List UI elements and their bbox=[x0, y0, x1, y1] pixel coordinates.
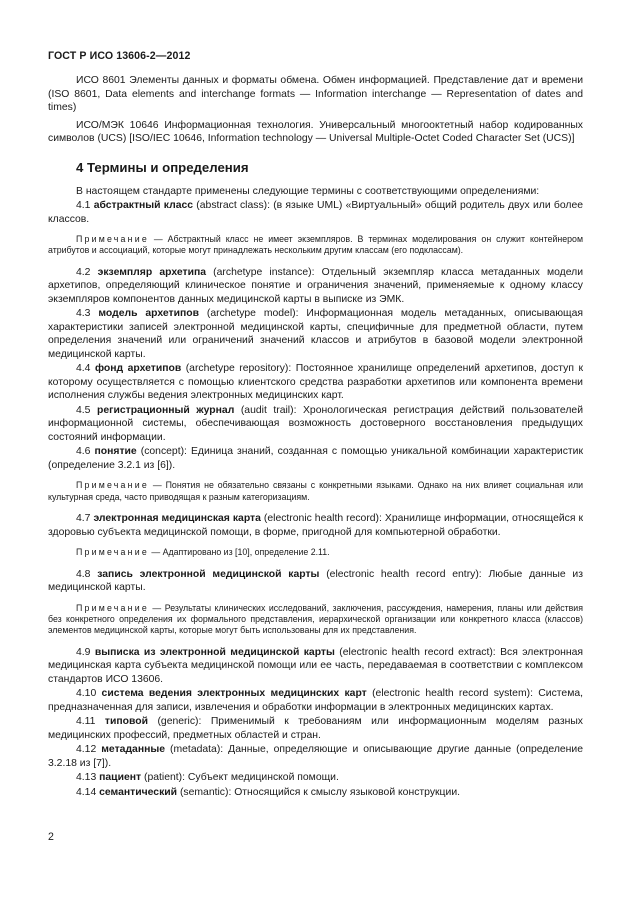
term-4-12 bbox=[48, 743, 583, 770]
term-name: семантический bbox=[99, 786, 178, 798]
reference-iso-iec-10646: ИСО/МЭК 10646 Информационная технология. Универсальный многооктетный набор кодированных символов (UCS) [ISO/IEC 10646, Information technology — Universal Multiple-Octet Coded Character Set (UCS)] bbox=[48, 119, 583, 144]
term-4-8 bbox=[48, 568, 583, 595]
term-name: выписка из электронной медицинской карты bbox=[94, 646, 335, 658]
term-4-14 bbox=[48, 786, 583, 800]
term-number: 4.13 bbox=[76, 772, 97, 784]
term-number: 4.6 bbox=[76, 446, 91, 458]
section-intro: В настоящем стандарте применены следующие термины с соответствующими определениями: bbox=[76, 185, 540, 197]
term-definition: (abstract class): (в языке UML) «Виртуальный» общий родитель двух или более классов. bbox=[48, 200, 583, 225]
term-definition: (concept): Единица знаний, созданная с помощью уникальной комбинации характеристик (определение 3.2.1 из [6]). bbox=[48, 446, 583, 471]
term-number: 4.10 bbox=[76, 688, 97, 700]
term-4-1 bbox=[48, 199, 583, 226]
term-definition: (generic): Применимый к требованиям или информационным моделям разных медицинских профессий, предметных областей и стран. bbox=[48, 716, 583, 741]
term-number: 4.7 bbox=[76, 513, 91, 525]
note-text: — Результаты клинических исследований, заключения, рассуждения, намерения, планы или действия без конкретного определения их формального представления, иерархической организации или конкретного класса (классов) элементов медицинской карты, которые могут быть использованы для их представления. bbox=[48, 602, 583, 636]
term-name: электронная медицинская карта bbox=[93, 513, 261, 525]
note-label: Примечание bbox=[76, 547, 149, 558]
term-name: понятие bbox=[94, 446, 137, 458]
term-definition: (archetype instance): Отдельный экземпляр класса метаданных модели архетипов, определяющий клиническое понятие и ограничения значений, применяемые к одному классу экземпляров компонентов данных медицинской карты в выписке из ЭМК. bbox=[48, 266, 584, 305]
reference-iso-8601: ИСО 8601 Элементы данных и форматы обмена. Обмен информацией. Представление дат и времени (ISO 8601, Data elements and interchange formats — Information interchange — Representation of dates and times) bbox=[48, 75, 583, 113]
note-4-6 bbox=[48, 480, 583, 503]
page-number: 2 bbox=[48, 831, 54, 843]
term-number: 4.12 bbox=[76, 744, 97, 756]
note-4-7 bbox=[48, 547, 583, 558]
term-name: абстрактный класс bbox=[93, 200, 194, 211]
note-label: Примечание bbox=[76, 602, 149, 613]
term-4-11 bbox=[48, 715, 583, 742]
term-definition: (electronic health record): Хранилище информации, относящейся к здоровью субъекта медицинской помощи, в форме, пригодной для компьютерной обработки. bbox=[48, 513, 584, 538]
term-definition: (electronic health record extract): Вся электронная медицинская карта субъекта медицинской помощи или ее часть, передаваемая в соответствии с комплексом стандартов ИСО 13606. bbox=[48, 646, 583, 685]
term-number: 4.9 bbox=[76, 646, 91, 658]
term-definition: (archetype repository): Постоянное хранилище определений архетипов, доступ к которому осуществляется с помощью клиентского средства разработки архетипов или компонента времени исполнения службы ведения электронных медицинских карт. bbox=[48, 363, 584, 402]
note-text: — Понятия не обязательно связаны с конкретными языками. Однако на них влияет социальная или культурная среда, часто приводящая к разным категоризациям. bbox=[48, 480, 583, 502]
term-name: фонд архетипов bbox=[94, 363, 182, 375]
term-definition: (patient): Субъект медицинской помощи. bbox=[141, 772, 339, 784]
term-4-3 bbox=[48, 307, 583, 361]
term-name: экземпляр архетипа bbox=[97, 266, 207, 278]
note-text: — Абстрактный класс не имеет экземпляров. В терминах моделирования он служит контейнером атрибутов и ассоциаций, которые могут принадлежать нескольким другим классам (его подклассам). bbox=[48, 234, 583, 256]
term-4-13 bbox=[48, 771, 583, 785]
term-4-7 bbox=[48, 512, 583, 539]
note-4-8 bbox=[48, 603, 583, 637]
term-4-9 bbox=[48, 646, 583, 687]
term-definition: (metadata): Данные, определяющие и описывающие другие данные (определение 3.2.18 из [7]). bbox=[48, 744, 583, 769]
term-definition: (electronic health record system): Система, предназначенная для записи, извлечения и обработки информации в электронных медицинских картах. bbox=[48, 688, 583, 713]
term-4-6 bbox=[48, 445, 583, 472]
page-content bbox=[48, 74, 583, 799]
document-header: ГОСТ Р ИСО 13606-2—2012 bbox=[48, 50, 191, 62]
term-name: метаданные bbox=[101, 744, 166, 756]
term-4-10 bbox=[48, 687, 583, 714]
term-definition: (electronic health record entry): Любые данные из медицинской карты. bbox=[48, 568, 583, 594]
term-number: 4.2 bbox=[76, 266, 91, 278]
note-text: — Адаптировано из [10], определение 2.11. bbox=[148, 547, 330, 558]
term-4-4 bbox=[48, 362, 583, 403]
term-definition: (audit trail): Хронологическая регистрация действий пользователей информационной системы, обеспечивающая возможность достоверного восстановления предыдущих состояний информации. bbox=[48, 404, 584, 443]
term-name: пациент bbox=[99, 772, 142, 784]
term-name: система ведения электронных медицинских карт bbox=[101, 688, 367, 700]
term-4-2 bbox=[48, 266, 583, 307]
term-name: запись электронной медицинской карты bbox=[97, 568, 320, 580]
note-4-1 bbox=[48, 234, 583, 257]
note-label: Примечание bbox=[76, 480, 149, 491]
term-name: регистрационный журнал bbox=[97, 404, 235, 416]
term-definition: (semantic): Относящийся к смыслу языковой конструкции. bbox=[177, 786, 461, 798]
term-name: типовой bbox=[104, 716, 149, 728]
section-title: 4 Термины и определения bbox=[76, 159, 249, 175]
term-definition: (archetype model): Информационная модель метаданных, описывающая характеристики записей электронной медицинской карты, специфичные для предметной области, путем определения значений или ограничений значений классов и атрибутов в базовой модели электронной медицинской карты. bbox=[48, 308, 583, 360]
note-label: Примечание bbox=[76, 234, 149, 244]
term-name: модель архетипов bbox=[98, 308, 199, 320]
term-number: 4.5 bbox=[76, 404, 91, 416]
term-number: 4.14 bbox=[76, 786, 97, 798]
term-number: 4.1 bbox=[76, 200, 91, 211]
term-number: 4.8 bbox=[76, 568, 91, 580]
term-4-5 bbox=[48, 404, 583, 445]
term-number: 4.11 bbox=[76, 716, 96, 728]
term-number: 4.3 bbox=[76, 308, 91, 320]
term-number: 4.4 bbox=[76, 363, 91, 375]
